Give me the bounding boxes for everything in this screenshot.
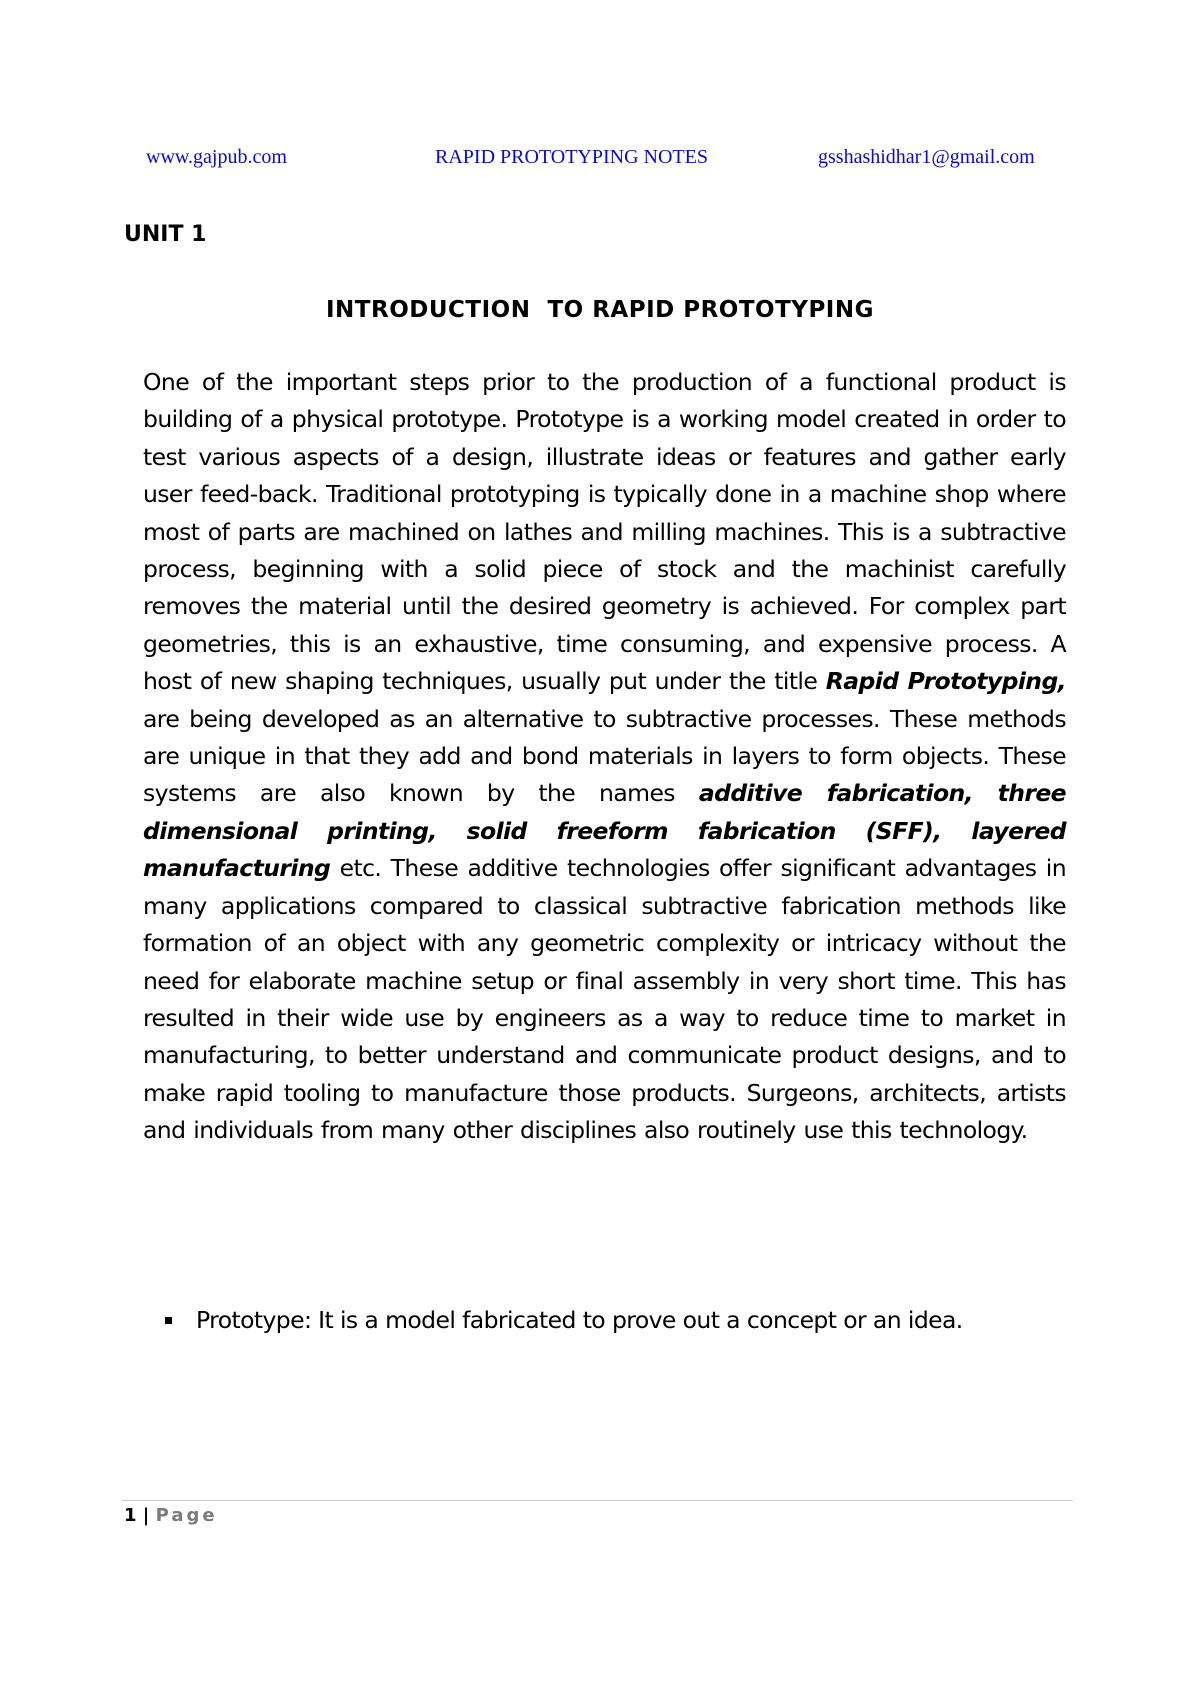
list-item [165,1301,1065,1339]
page-title: INTRODUCTION TO RAPID PROTOTYPING [326,297,874,323]
page-number: 1 [124,1505,137,1526]
unit-heading: UNIT 1 [124,222,207,247]
header-website: www.gajpub.com [146,146,287,168]
paragraph-emphasis-2: additive fabrication, three dimensional printing, solid freeform fabrication (SFF), layered manufacturing [143,779,1066,883]
paragraph-text-3: etc. These additive technologies offer significant advantages in many applications compared to classical subtractive fabrication methods like formation of an object with any geometric complexity or intricacy without the need for elaborate machine setup or final assembly in very short time. This has resulted in their wide use by engineers as a way to reduce time to market in manufacturing, to better understand and communicate product designs, and to make rapid tooling to manufacture those products. Surgeons, architects, artists and individuals from many other disciplines also routinely use this technology. [143,854,1066,1145]
paragraph-text-1: One of the important steps prior to the production of a functional product is building of a physical prototype. Prototype is a working model created in order to test various aspects of a design, illustrate ideas or features and gather early user feed-back. Traditional prototyping is typically done in a machine shop where most of parts are machined on lathes and milling machines. This is a subtractive process, beginning with a solid piece of stock and the machinist carefully removes the material until the desired geometry is achieved. For complex part geometries, this is an exhaustive, time consuming, and expensive process. A host of new shaping techniques, usually put under the title [143,368,1066,696]
footer-divider [122,1500,1073,1501]
paragraph-text-2: are being developed as an alternative to subtractive processes. These methods are unique in that they add and bond materials in layers to form objects. These systems are also known by the names [143,704,1066,808]
header-email: gsshashidhar1@gmail.com [818,146,1035,168]
intro-paragraph [143,364,1066,1150]
page-label: Page [155,1505,218,1526]
page-separator: | [136,1505,156,1526]
header-title: RAPID PROTOTYPING NOTES [435,146,708,168]
page-footer [124,1505,218,1526]
list-item-text: Prototype: It is a model fabricated to prove out a concept or an idea. [196,1306,963,1334]
paragraph-emphasis-1: Rapid Prototyping, [825,667,1066,696]
square-bullet-icon [165,1317,172,1324]
